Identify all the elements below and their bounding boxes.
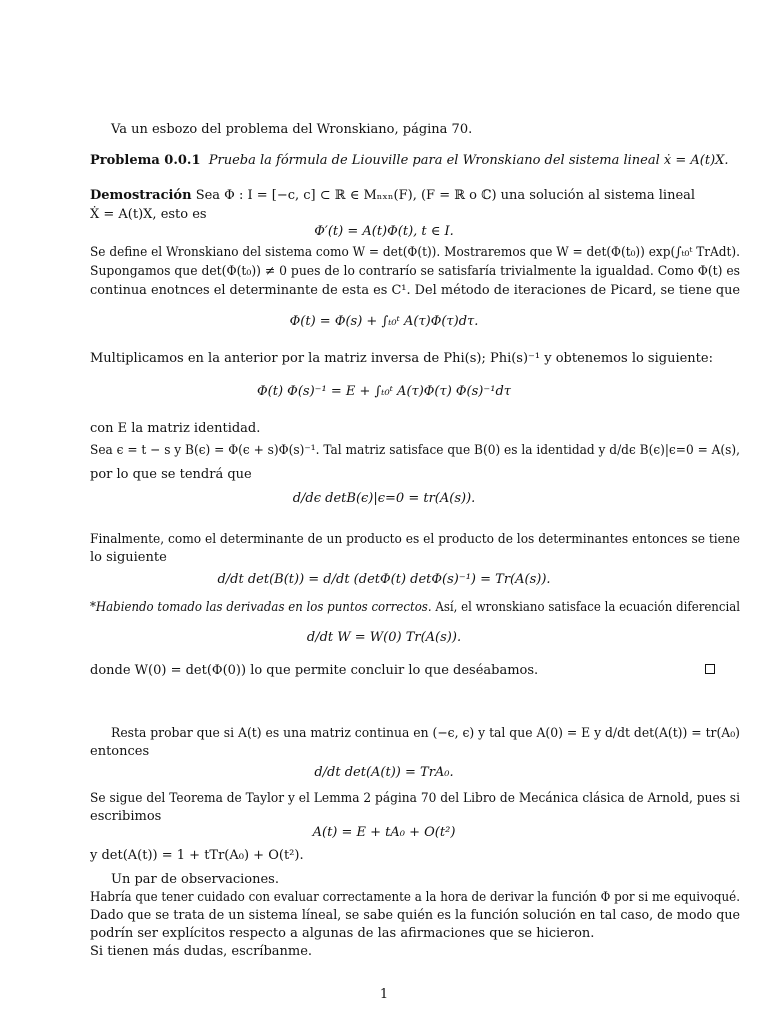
equation-8: A(t) = E + tA₀ + O(t²) <box>312 825 456 840</box>
remark-obs: Un par de observaciones. <box>111 872 279 887</box>
remark-para4-line-3: podrín ser explícitos respecto a algunas de las afirmaciones que se hicieron. <box>90 926 595 941</box>
remark-para2-line-1: Se sigue del Teorema de Taylor y el Lemma 2 página 70 del Libro de Mecánica clásica de Arnold, pues si <box>90 791 740 806</box>
proof-para3-line-2: Sea ϵ = t − s y B(ϵ) = Φ(ϵ + s)Φ(s)⁻¹. Tal matriz satisface que B(0) es la identidad y d/dϵ B(ϵ)|ϵ=0 = A(s), <box>90 443 741 458</box>
remark-para1-line-1: Resta probar que si A(t) es una matriz continua en (−ϵ, ϵ) y tal que A(0) = E y d/dt det(A(t)) = tr(A₀) <box>111 726 741 741</box>
proof-para1-line-1: Se define el Wronskiano del sistema como W = det(Φ(t)). Mostraremos que W = det(Φ(t₀)) exp(∫ₜ₀ᵗ TrAdt). <box>90 245 741 260</box>
equation-5: d/dt det(B(t)) = d/dt (detΦ(t) detΦ(s)⁻¹) = Tr(A(s)). <box>217 572 551 587</box>
proof-para4-line-1: Finalmente, como el determinante de un producto es el producto de los determinantes entonces se tiene <box>90 532 740 547</box>
problem-text: Prueba la fórmula de Liouville para el Wronskiano del sistema lineal ẋ = A(t)X. <box>208 153 729 168</box>
problem-statement <box>90 151 729 170</box>
equation-2: Φ(t) = Φ(s) + ∫ₜ₀ᵗ A(τ)Φ(τ)dτ. <box>289 314 479 329</box>
proof-line-1 <box>90 186 695 205</box>
proof-note <box>90 598 740 617</box>
proof-text-1: Sea Φ : I = [−c, c] ⊂ ℝ ∈ Mₙₓₙ(F), (F = ℝ o ℂ) una solución al sistema lineal <box>195 188 696 203</box>
proof-para4-line-2: lo siguiente <box>90 550 167 565</box>
proof-note-rest: Así, el wronskiano satisface la ecuación diferencial <box>435 600 741 615</box>
equation-6: d/dt W = W(0) Tr(A(s)). <box>306 630 462 645</box>
proof-para1-line-3: continua enotnces el determinante de esta es C¹. Del método de iteraciones de Picard, se tiene que <box>90 283 741 298</box>
proof-label: Demostración <box>90 188 192 203</box>
intro-text: Va un esbozo del problema del Wronskiano, página 70. <box>111 122 473 137</box>
proof-note-italic: *Habiendo tomado las derivadas en los puntos correctos. <box>90 600 432 615</box>
equation-4: d/dϵ detB(ϵ)|ϵ=0 = tr(A(s)). <box>292 491 476 506</box>
proof-para1-line-2: Supongamos que det(Φ(t₀)) ≠ 0 pues de lo contrarío se satisfaría trivialmente la igualdad. Como Φ(t) es <box>90 264 740 279</box>
equation-3: Φ(t) Φ(s)⁻¹ = E + ∫ₜ₀ᵗ A(τ)Φ(τ) Φ(s)⁻¹dτ <box>257 384 511 399</box>
proof-final: donde W(0) = det(Φ(0)) lo que permite concluir lo que deséabamos. <box>90 663 539 678</box>
proof-para3-line-3: por lo que se tendrá que <box>90 467 252 482</box>
proof-para3-line-1: con E la matriz identidad. <box>90 421 261 436</box>
qed-square-icon <box>705 664 715 674</box>
equation-1: Φ′(t) = A(t)Φ(t), t ∈ I. <box>314 224 454 239</box>
page-number: 1 <box>379 987 389 1002</box>
remark-para2-line-2: escribimos <box>90 809 162 824</box>
remark-para4-line-4: Si tienen más dudas, escríbanme. <box>90 944 313 959</box>
proof-line-2: Ẋ = A(t)X, esto es <box>90 207 207 222</box>
equation-7: d/dt det(A(t)) = TrA₀. <box>314 765 454 780</box>
remark-para4-line-1: Habría que tener cuidado con evaluar correctamente a la hora de derivar la función Φ por si me equivoqué. <box>90 890 740 905</box>
remark-para1-line-2: entonces <box>90 744 150 759</box>
proof-para2: Multiplicamos en la anterior por la matriz inversa de Phi(s); Phi(s)⁻¹ y obtenemos lo siguiente: <box>90 351 713 366</box>
problem-label: Problema 0.0.1 <box>90 153 201 168</box>
remark-para4-line-2: Dado que se trata de un sistema líneal, se sabe quién es la función solución en tal caso, de modo que <box>90 908 740 923</box>
remark-para3: y det(A(t)) = 1 + tTr(A₀) + O(t²). <box>90 848 304 863</box>
